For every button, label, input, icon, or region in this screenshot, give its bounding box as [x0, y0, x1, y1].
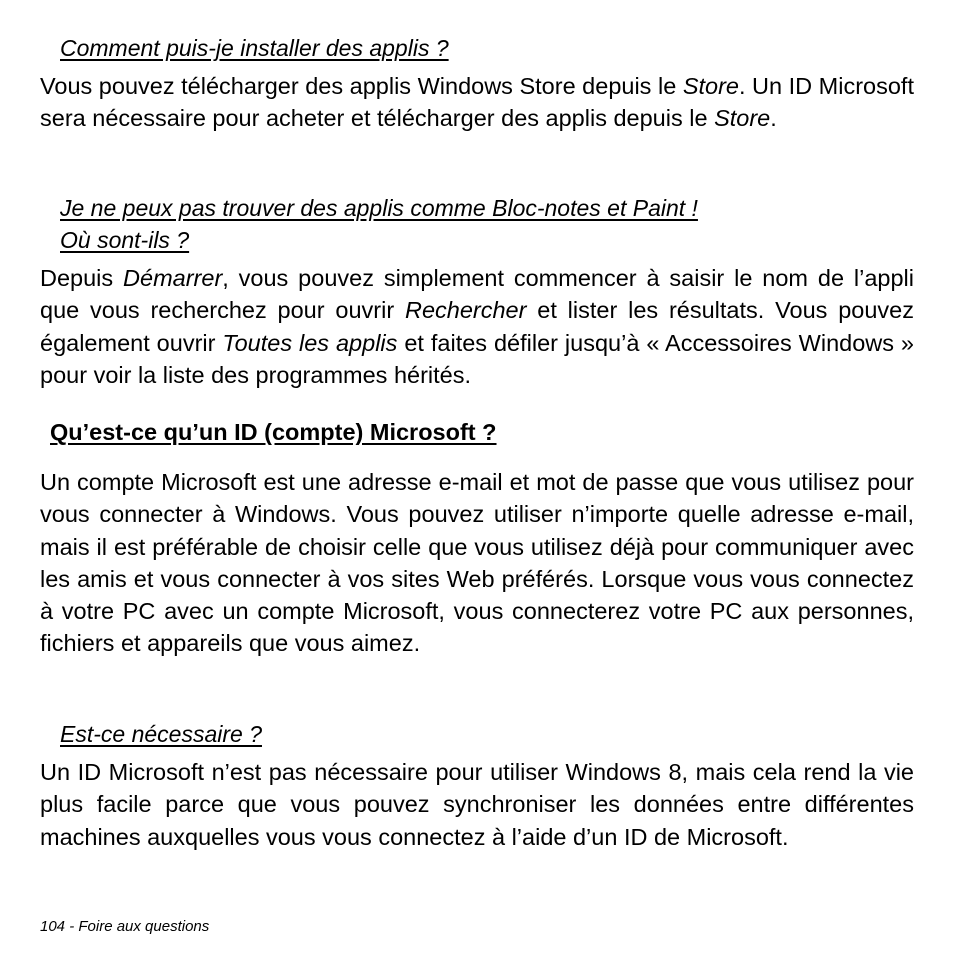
section-body-microsoft-id: Un compte Microsoft est une adresse e-mail et mot de passe que vous utilisez pour vous connecter à Windows. Vous pouvez utiliser n’importe quelle adresse e-mail, mais il est préférable de choisir celle que vous utilisez déjà pour communiquer avec les amis et vous connecter à vos sites Web préférés. Lorsque vous vous connectez à votre PC avec un compte Microsoft, vous connecterez votre PC aux personnes, fichiers et appareils que vous aimez.	[40, 469, 914, 657]
store-term: Store	[714, 105, 771, 132]
all-apps-term: Toutes les applis	[222, 329, 398, 356]
question-find-apps-line1: Je ne peux pas trouver des applis comme Bloc-notes et Paint !	[60, 195, 698, 221]
answer-text: Depuis	[40, 265, 124, 291]
answer-text: .	[770, 105, 777, 132]
page-footer: 104 - Foire aux questions	[40, 918, 210, 935]
section-heading-microsoft-id: Qu’est-ce qu’un ID (compte) Microsoft ?	[50, 419, 497, 445]
store-term: Store	[682, 73, 739, 99]
answer-find-apps	[40, 262, 914, 391]
answer-is-it-required: Un ID Microsoft n’est pas nécessaire pour utiliser Windows 8, mais cela rend la vie plus facile parce que vous pouvez synchroniser les données entre différentes machines auxquelles vous vous connectez à l’aide d’un ID de Microsoft.	[40, 759, 914, 850]
start-term: Démarrer	[123, 265, 223, 291]
question-find-apps-line2: Où sont-ils ?	[60, 227, 190, 253]
question-is-it-required: Est-ce nécessaire ?	[60, 721, 262, 747]
answer-text: , vous pouvez simplement commencer à saisir le nom de l’appli que vous recherchez pour ouvrir	[40, 265, 914, 324]
answer-text: . Un ID Microsoft sera nécessaire pour acheter et télécharger des applis depuis le	[40, 73, 914, 132]
answer-text: Vous pouvez télécharger des applis Windows Store depuis le	[40, 73, 683, 99]
search-term: Rechercher	[404, 297, 527, 324]
question-install-apps: Comment puis-je installer des applis ?	[60, 35, 449, 61]
answer-install-apps	[40, 70, 914, 135]
answer-text: et lister les résultats. Vous pouvez également ouvrir	[40, 297, 914, 356]
answer-text: et faites défiler jusqu’à « Accessoires Windows » pour voir la liste des programmes hérités.	[40, 329, 915, 388]
